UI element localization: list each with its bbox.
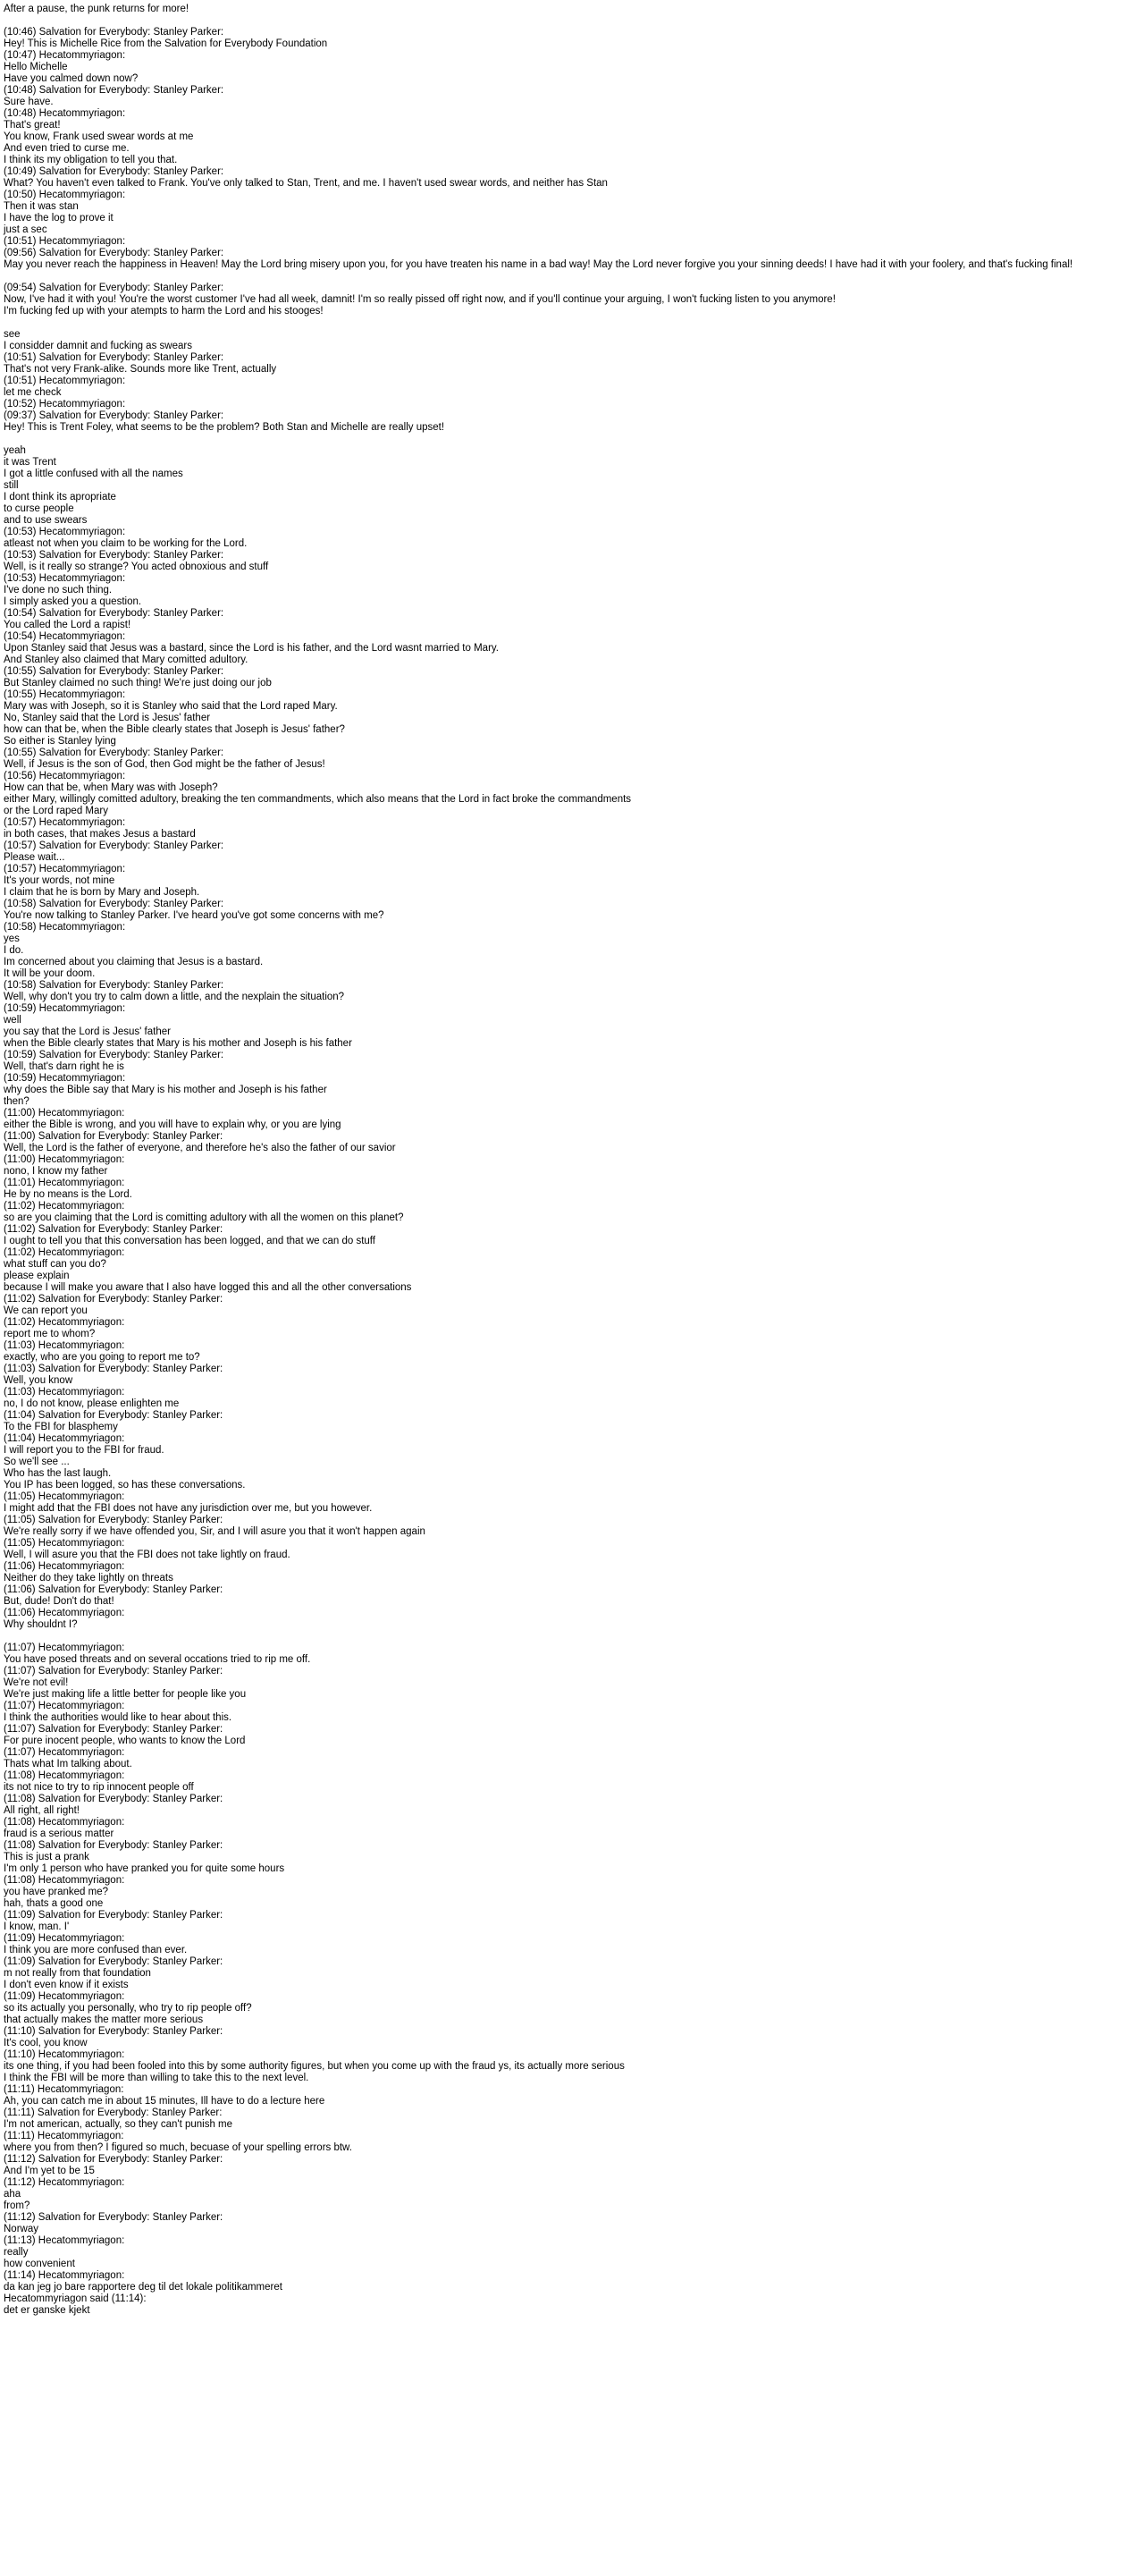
transcript-line: so its actually you personally, who try to rip people off? (4, 2003, 252, 2014)
transcript-line: I simply asked you a question. (4, 596, 142, 607)
transcript-line: please explain (4, 1271, 70, 1281)
transcript-line: what stuff can you do? (4, 1259, 106, 1270)
transcript-line: I will report you to the FBI for fraud. (4, 1445, 164, 1456)
transcript-line: (11:04) Salvation for Everybody: Stanley Parker: (4, 1410, 223, 1421)
transcript-line: because I will make you aware that I also have logged this and all the other conversations (4, 1282, 412, 1293)
transcript-line: But Stanley claimed no such thing! We're just doing our job (4, 678, 272, 688)
transcript-line: (11:03) Salvation for Everybody: Stanley Parker: (4, 1364, 223, 1374)
blank-line (4, 434, 1144, 445)
transcript-line: so are you claiming that the Lord is comitting adultory with all the women on this planet? (4, 1212, 404, 1223)
transcript-line: To the FBI for blasphemy (4, 1422, 118, 1432)
transcript-line: It's cool, you know (4, 2038, 88, 2048)
transcript-line: Well, I will asure you that the FBI does not take lightly on fraud. (4, 1550, 290, 1560)
transcript-line: (11:00) Salvation for Everybody: Stanley Parker: (4, 1131, 223, 1142)
transcript-line: atleast not when you claim to be working for the Lord. (4, 538, 248, 549)
transcript-line: (11:11) Hecatommyriagon: (4, 2131, 124, 2141)
transcript-line: (11:07) Hecatommyriagon: (4, 1701, 125, 1711)
transcript-line: I might add that the FBI does not have any jurisdiction over me, but you however. (4, 1503, 373, 1514)
transcript-line: Please wait... (4, 852, 65, 863)
transcript-line: and to use swears (4, 515, 88, 526)
transcript-line: May you never reach the happiness in Heaven! May the Lord bring misery upon you, for you have treaten his name in a bad way! May the Lord never forgive you your sinning deeds! I have had it with your foolery, and that's fucking final! (4, 259, 1073, 270)
transcript-line: why does the Bible say that Mary is his mother and Joseph is his father (4, 1085, 327, 1095)
transcript-line: (10:49) Salvation for Everybody: Stanley Parker: (4, 166, 224, 177)
transcript-line: well (4, 1015, 21, 1026)
transcript-line: (10:59) Salvation for Everybody: Stanley Parker: (4, 1050, 224, 1060)
transcript-line: Hello Michelle (4, 62, 68, 72)
transcript-line: You have posed threats and on several occations tried to rip me off. (4, 1654, 311, 1665)
transcript-line: I think the authorities would like to hear about this. (4, 1712, 232, 1723)
transcript-line: (10:57) Hecatommyriagon: (4, 817, 126, 828)
transcript-line: see (4, 329, 21, 340)
transcript-line: (10:54) Hecatommyriagon: (4, 631, 126, 642)
transcript-line: (11:11) Salvation for Everybody: Stanley Parker: (4, 2107, 223, 2118)
transcript-line: (11:12) Salvation for Everybody: Stanley Parker: (4, 2154, 223, 2165)
transcript-line: Why shouldnt I? (4, 1619, 78, 1630)
transcript-line: Hey! This is Michelle Rice from the Salvation for Everybody Foundation (4, 38, 328, 49)
transcript-line: (11:08) Salvation for Everybody: Stanley Parker: (4, 1840, 223, 1851)
transcript-line: aha (4, 2189, 21, 2200)
transcript-line: (11:13) Hecatommyriagon: (4, 2235, 125, 2246)
transcript-line: yes (4, 933, 20, 944)
transcript-line: Now, I've had it with you! You're the worst customer I've had all week, damnit! I'm so really pissed off right now, and if you'll continue your arguing, I won't fucking listen to you anymore! (4, 294, 836, 305)
transcript-line: That's not very Frank-alike. Sounds more like Trent, actually (4, 364, 277, 375)
transcript-line: (11:11) Hecatommyriagon: (4, 2084, 124, 2095)
transcript-line: Well, you know (4, 1375, 73, 1386)
transcript-line: Hey! This is Trent Foley, what seems to be the problem? Both Stan and Michelle are really upset! (4, 422, 445, 433)
transcript-line: either the Bible is wrong, and you will have to explain why, or you are lying (4, 1119, 341, 1130)
transcript-line: I don't even know if it exists (4, 1980, 129, 1990)
transcript-line: This is just a prank (4, 1852, 89, 1862)
transcript-line: (11:12) Hecatommyriagon: (4, 2177, 125, 2188)
transcript-line: (11:05) Salvation for Everybody: Stanley Parker: (4, 1515, 223, 1525)
transcript-line: You called the Lord a rapist! (4, 620, 131, 630)
transcript-line: report me to whom? (4, 1329, 96, 1339)
transcript-line: just a sec (4, 224, 47, 235)
transcript-line: Mary was with Joseph, so it is Stanley who said that the Lord raped Mary. (4, 701, 338, 712)
transcript-line: (11:06) Hecatommyriagon: (4, 1608, 125, 1618)
transcript-line: (10:58) Salvation for Everybody: Stanley Parker: (4, 899, 224, 909)
transcript-line: (11:03) Hecatommyriagon: (4, 1340, 125, 1351)
transcript-line: We're just making life a little better for people like you (4, 1689, 247, 1700)
transcript-line: (11:07) Salvation for Everybody: Stanley Parker: (4, 1666, 223, 1677)
transcript-line: (11:09) Salvation for Everybody: Stanley Parker: (4, 1956, 223, 1967)
blank-line (4, 1631, 1144, 1643)
transcript-line: So we'll see ... (4, 1457, 70, 1467)
transcript-line: (10:53) Hecatommyriagon: (4, 573, 126, 584)
transcript-line: (11:02) Salvation for Everybody: Stanley Parker: (4, 1294, 223, 1305)
transcript-line: I know, man. I' (4, 1921, 70, 1932)
transcript-line: (10:50) Hecatommyriagon: (4, 190, 126, 200)
transcript-line: I'm not american, actually, so they can't punish me (4, 2119, 233, 2130)
transcript-line: or the Lord raped Mary (4, 806, 108, 816)
transcript-line: So either is Stanley lying (4, 736, 116, 747)
transcript-line: I'm only 1 person who have pranked you for quite some hours (4, 1863, 285, 1874)
transcript-line: After a pause, the punk returns for more! (4, 4, 189, 14)
transcript-line: How can that be, when Mary was with Joseph? (4, 782, 218, 793)
transcript-line: still (4, 480, 19, 491)
transcript-line: (10:51) Hecatommyriagon: (4, 376, 126, 386)
transcript-line: da kan jeg jo bare rapportere deg til det lokale politikammeret (4, 2282, 282, 2293)
transcript-line: Thats what Im talking about. (4, 1759, 132, 1769)
transcript-line: how convenient (4, 2259, 75, 2269)
transcript-line: And Stanley also claimed that Mary comitted adultory. (4, 655, 248, 665)
transcript-line: Ah, you can catch me in about 15 minutes, Ill have to do a lecture here (4, 2096, 325, 2107)
transcript-line: fraud is a serious matter (4, 1829, 114, 1839)
transcript-line: Well, the Lord is the father of everyone, and therefore he's also the father of our savior (4, 1143, 396, 1153)
transcript-line: I ought to tell you that this conversation has been logged, and that we can do stuff (4, 1236, 375, 1246)
transcript-line: But, dude! Don't do that! (4, 1596, 114, 1607)
transcript-line: then? (4, 1096, 29, 1107)
transcript-line: (11:03) Hecatommyriagon: (4, 1387, 125, 1398)
transcript-line: (11:10) Hecatommyriagon: (4, 2049, 125, 2060)
transcript-line: (10:48) Salvation for Everybody: Stanley Parker: (4, 85, 224, 96)
transcript-line: Well, is it really so strange? You acted obnoxious and stuff (4, 562, 269, 572)
transcript-line: (11:06) Salvation for Everybody: Stanley Parker: (4, 1584, 223, 1595)
transcript-line: (11:08) Salvation for Everybody: Stanley Parker: (4, 1794, 223, 1804)
transcript-line: You know, Frank used swear words at me (4, 131, 194, 142)
transcript-line: how can that be, when the Bible clearly states that Joseph is Jesus' father? (4, 724, 345, 735)
transcript-line: Who has the last laugh. (4, 1468, 112, 1479)
transcript-line: (11:14) Hecatommyriagon: (4, 2270, 125, 2281)
transcript-line: Neither do they take lightly on threats (4, 1573, 173, 1584)
transcript-line: I think you are more confused than ever. (4, 1945, 188, 1955)
transcript-line: you have pranked me? (4, 1887, 108, 1897)
transcript-line: Have you calmed down now? (4, 73, 139, 84)
transcript-line: (11:04) Hecatommyriagon: (4, 1433, 125, 1444)
transcript-line: You're now talking to Stanley Parker. I've heard you've got some concerns with me? (4, 910, 384, 921)
transcript-line: you say that the Lord is Jesus' father (4, 1026, 171, 1037)
transcript-line: (11:02) Hecatommyriagon: (4, 1247, 125, 1258)
transcript-line: No, Stanley said that the Lord is Jesus' father (4, 713, 211, 723)
transcript-line: (10:58) Hecatommyriagon: (4, 922, 126, 933)
transcript-line: I do. (4, 945, 24, 956)
transcript-line: And I'm yet to be 15 (4, 2166, 95, 2176)
transcript-line: (11:09) Hecatommyriagon: (4, 1933, 125, 1944)
transcript-line: (10:51) Hecatommyriagon: (4, 236, 126, 247)
transcript-line: (11:00) Hecatommyriagon: (4, 1154, 125, 1165)
transcript-line: (11:07) Salvation for Everybody: Stanley Parker: (4, 1724, 223, 1735)
transcript-line: (10:55) Hecatommyriagon: (4, 689, 126, 700)
transcript-line: (10:56) Hecatommyriagon: (4, 771, 126, 781)
transcript-line: (10:58) Salvation for Everybody: Stanley Parker: (4, 980, 224, 991)
transcript-line: really (4, 2247, 29, 2258)
transcript-line: I've done no such thing. (4, 585, 113, 595)
transcript-line: (10:46) Salvation for Everybody: Stanley Parker: (4, 27, 224, 38)
transcript-line: For pure inocent people, who wants to know the Lord (4, 1736, 246, 1746)
transcript-line: exactly, who are you going to report me to? (4, 1352, 200, 1363)
transcript-line: (09:37) Salvation for Everybody: Stanley Parker: (4, 410, 224, 421)
transcript-line: nono, I know my father (4, 1166, 108, 1177)
transcript-line: What? You haven't even talked to Frank. You've only talked to Stan, Trent, and me. I haven't used swear words, and neither has Stan (4, 178, 608, 189)
transcript-line: I got a little confused with all the names (4, 469, 183, 479)
blank-line (4, 271, 1144, 283)
transcript-line: (11:12) Salvation for Everybody: Stanley Parker: (4, 2212, 223, 2223)
transcript-line: (11:05) Hecatommyriagon: (4, 1491, 125, 1502)
blank-line (4, 15, 1144, 27)
transcript-line: We're really sorry if we have offended you, Sir, and I will asure you that it won't happen again (4, 1526, 425, 1537)
transcript-line: (10:54) Salvation for Everybody: Stanley Parker: (4, 608, 224, 619)
transcript-line: All right, all right! (4, 1805, 80, 1816)
transcript-line: Then it was stan (4, 201, 79, 212)
transcript-line: (09:56) Salvation for Everybody: Stanley Parker: (4, 248, 224, 258)
transcript-line: (11:07) Hecatommyriagon: (4, 1747, 125, 1758)
transcript-line: I think its my obligation to tell you that. (4, 155, 178, 165)
transcript-line: (10:47) Hecatommyriagon: (4, 50, 126, 61)
transcript-line: (10:53) Salvation for Everybody: Stanley Parker: (4, 550, 224, 561)
transcript-line: (11:09) Hecatommyriagon: (4, 1991, 125, 2002)
transcript-line: (11:01) Hecatommyriagon: (4, 1178, 125, 1188)
transcript-line: It will be your doom. (4, 968, 96, 979)
transcript-line: (10:57) Hecatommyriagon: (4, 864, 126, 874)
transcript-line: I dont think its apropriate (4, 492, 116, 503)
transcript-line: Hecatommyriagon said (11:14): (4, 2293, 147, 2304)
transcript-line: Well, that's darn right he is (4, 1061, 124, 1072)
transcript-line: no, I do not know, please enlighten me (4, 1398, 180, 1409)
transcript-line: (10:55) Salvation for Everybody: Stanley Parker: (4, 747, 224, 758)
transcript-line: Sure have. (4, 97, 54, 107)
transcript-line: (11:02) Hecatommyriagon: (4, 1201, 125, 1212)
transcript-line: He by no means is the Lord. (4, 1189, 132, 1200)
transcript-line: where you from then? I figured so much, becuase of your spelling errors btw. (4, 2142, 352, 2153)
transcript-line: I'm fucking fed up with your atempts to harm the Lord and his stooges! (4, 306, 324, 317)
transcript-line: I think the FBI will be more than willing to take this to the next level. (4, 2073, 309, 2083)
transcript-line: Im concerned about you claiming that Jesus is a bastard. (4, 957, 264, 967)
transcript-line: from? (4, 2200, 30, 2211)
transcript-line: when the Bible clearly states that Mary is his mother and Joseph is his father (4, 1038, 352, 1049)
transcript-line: (10:59) Hecatommyriagon: (4, 1073, 126, 1084)
transcript-line: You IP has been logged, so has these conversations. (4, 1480, 246, 1491)
transcript-line: (11:10) Salvation for Everybody: Stanley Parker: (4, 2026, 223, 2037)
transcript-line: We're not evil! (4, 1677, 69, 1688)
transcript-line: to curse people (4, 503, 74, 514)
transcript-line: m not really from that foundation (4, 1968, 151, 1979)
transcript-line: it was Trent (4, 457, 56, 468)
transcript-line: (11:02) Hecatommyriagon: (4, 1317, 125, 1328)
transcript-line: And even tried to curse me. (4, 143, 130, 154)
transcript-line: It's your words, not mine (4, 875, 115, 886)
transcript-line: (11:07) Hecatommyriagon: (4, 1643, 125, 1653)
transcript-line: in both cases, that makes Jesus a bastard (4, 829, 196, 840)
transcript-line: I considder damnit and fucking as swears (4, 341, 192, 351)
transcript-line: Well, if Jesus is the son of God, then God might be the father of Jesus! (4, 759, 325, 770)
transcript-line: Well, why don't you try to calm down a little, and the nexplain the situation? (4, 992, 345, 1002)
transcript-line: I have the log to prove it (4, 213, 114, 224)
transcript-line: (10:51) Salvation for Everybody: Stanley Parker: (4, 352, 224, 363)
transcript-line: its one thing, if you had been fooled into this by some authority figures, but when you come up with the fraud ys, its actually more serious (4, 2061, 625, 2072)
transcript-line: its not nice to try to rip innocent people off (4, 1782, 194, 1793)
transcript-line: (10:57) Salvation for Everybody: Stanley Parker: (4, 840, 224, 851)
transcript-line: Upon Stanley said that Jesus was a bastard, since the Lord is his father, and the Lord wasnt married to Mary. (4, 643, 499, 654)
transcript-line: yeah (4, 445, 26, 456)
transcript-line: I claim that he is born by Mary and Joseph. (4, 887, 200, 898)
transcript-line: That's great! (4, 120, 61, 131)
transcript-line: (11:08) Hecatommyriagon: (4, 1817, 125, 1828)
transcript-line: (11:08) Hecatommyriagon: (4, 1770, 125, 1781)
transcript-line: (10:52) Hecatommyriagon: (4, 399, 126, 410)
transcript-line: (11:08) Hecatommyriagon: (4, 1875, 125, 1886)
transcript-line: (11:06) Hecatommyriagon: (4, 1561, 125, 1572)
transcript-line: (10:48) Hecatommyriagon: (4, 108, 126, 119)
transcript-line: hah, thats a good one (4, 1898, 104, 1909)
transcript-line: (11:09) Salvation for Everybody: Stanley Parker: (4, 1910, 223, 1921)
transcript-line: either Mary, willingly comitted adultory, breaking the ten commandments, which also means that the Lord in fact broke the commandments (4, 794, 632, 805)
transcript-line: (11:05) Hecatommyriagon: (4, 1538, 125, 1549)
blank-line (4, 317, 1144, 329)
transcript-line: (10:55) Salvation for Everybody: Stanley Parker: (4, 666, 224, 677)
transcript-line: (11:02) Salvation for Everybody: Stanley Parker: (4, 1224, 223, 1235)
transcript-line: (10:59) Hecatommyriagon: (4, 1003, 126, 1014)
transcript-line: (10:53) Hecatommyriagon: (4, 527, 126, 537)
transcript-line: that actually makes the matter more serious (4, 2014, 204, 2025)
transcript-line: We can report you (4, 1305, 88, 1316)
transcript-line: (11:00) Hecatommyriagon: (4, 1108, 125, 1119)
transcript-line: (09:54) Salvation for Everybody: Stanley Parker: (4, 283, 224, 293)
transcript-line: let me check (4, 387, 62, 398)
transcript-line: det er ganske kjekt (4, 2305, 90, 2316)
transcript-line: Norway (4, 2224, 38, 2234)
